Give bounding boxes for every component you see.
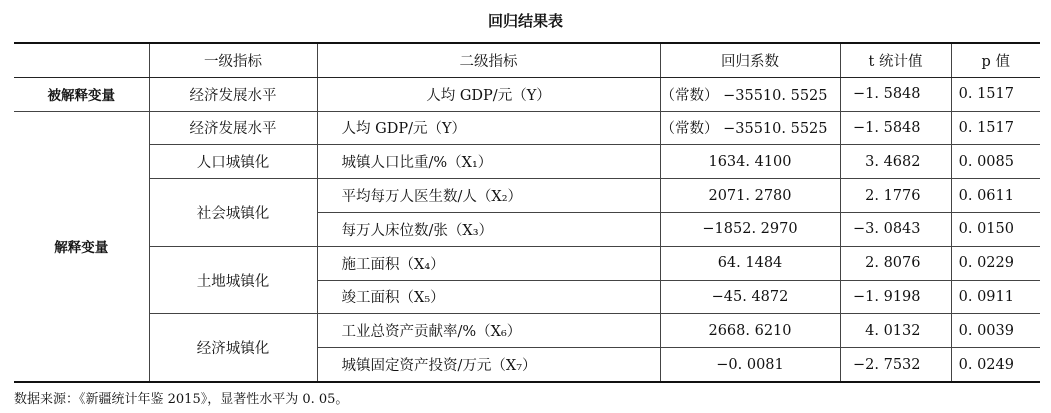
tstat-cell: −3. 0843 [840, 212, 951, 246]
explanatory-label: 解释变量 [54, 240, 109, 257]
coef-cell: 64. 1484 [660, 246, 840, 280]
regression-table [14, 42, 1040, 383]
tstat-cell: 2. 1776 [840, 179, 951, 213]
pval-cell: 0. 0150 [951, 212, 1040, 246]
table-row [14, 111, 1040, 145]
table-row [14, 314, 1040, 348]
coef-cell: （常数） −35510. 5525 [660, 111, 840, 145]
pval-cell: 0. 0611 [951, 179, 1040, 213]
table-title: 回归结果表 [487, 12, 563, 30]
primary-indicator: 经济城镇化 [149, 314, 317, 382]
tstat-cell: −1. 5848 [840, 77, 951, 111]
source-note: 数据来源：《新疆统计年鉴 2015》，显著性水平为 0. 05。 [14, 392, 349, 407]
primary-indicator: 人口城镇化 [149, 145, 317, 179]
tstat-cell: −1. 9198 [840, 280, 951, 314]
tstat-cell: 3. 4682 [840, 145, 951, 179]
header-row [14, 43, 1040, 77]
secondary-indicator: 竣工面积（X₅） [317, 280, 660, 314]
tstat-cell: 4. 0132 [840, 314, 951, 348]
table-row [14, 179, 1040, 213]
primary-indicator: 经济发展水平 [149, 77, 317, 111]
coef-cell: 2071. 2780 [660, 179, 840, 213]
tstat-cell: −2. 7532 [840, 348, 951, 382]
header-tstat: t 统计值 [840, 43, 951, 77]
secondary-indicator: 施工面积（X₄） [317, 246, 660, 280]
coef-cell: −0. 0081 [660, 348, 840, 382]
secondary-indicator: 人均 GDP/元（Y） [317, 77, 660, 111]
dependent-label: 被解释变量 [14, 77, 149, 111]
header-secondary: 二级指标 [317, 43, 660, 77]
secondary-indicator: 城镇人口比重/%（X₁） [317, 145, 660, 179]
secondary-indicator: 工业总资产贡献率/%（X₆） [317, 314, 660, 348]
secondary-indicator: 城镇固定资产投资/万元（X₇） [317, 348, 660, 382]
table-row [14, 77, 1040, 111]
coef-cell: （常数） −35510. 5525 [660, 77, 840, 111]
table-row [14, 246, 1040, 280]
pval-cell: 0. 0229 [951, 246, 1040, 280]
secondary-indicator: 每万人床位数/张（X₃） [317, 212, 660, 246]
coef-cell: 2668. 6210 [660, 314, 840, 348]
pval-cell: 0. 0039 [951, 314, 1040, 348]
pval-cell: 0. 1517 [951, 111, 1040, 145]
secondary-indicator: 平均每万人医生数/人（X₂） [317, 179, 660, 213]
pval-cell: 0. 1517 [951, 77, 1040, 111]
coef-cell: −1852. 2970 [660, 212, 840, 246]
table-row [14, 145, 1040, 179]
primary-indicator: 经济发展水平 [149, 111, 317, 145]
coef-cell: −45. 4872 [660, 280, 840, 314]
tstat-cell: 2. 8076 [840, 246, 951, 280]
primary-indicator: 社会城镇化 [149, 179, 317, 247]
pval-cell: 0. 0911 [951, 280, 1040, 314]
pval-cell: 0. 0085 [951, 145, 1040, 179]
tstat-cell: −1. 5848 [840, 111, 951, 145]
pval-cell: 0. 0249 [951, 348, 1040, 382]
header-pval: p 值 [951, 43, 1040, 77]
primary-indicator: 土地城镇化 [149, 246, 317, 314]
header-category [14, 43, 149, 77]
header-primary: 一级指标 [149, 43, 317, 77]
header-coef: 回归系数 [660, 43, 840, 77]
coef-cell: 1634. 4100 [660, 145, 840, 179]
secondary-indicator: 人均 GDP/元（Y） [317, 111, 660, 145]
